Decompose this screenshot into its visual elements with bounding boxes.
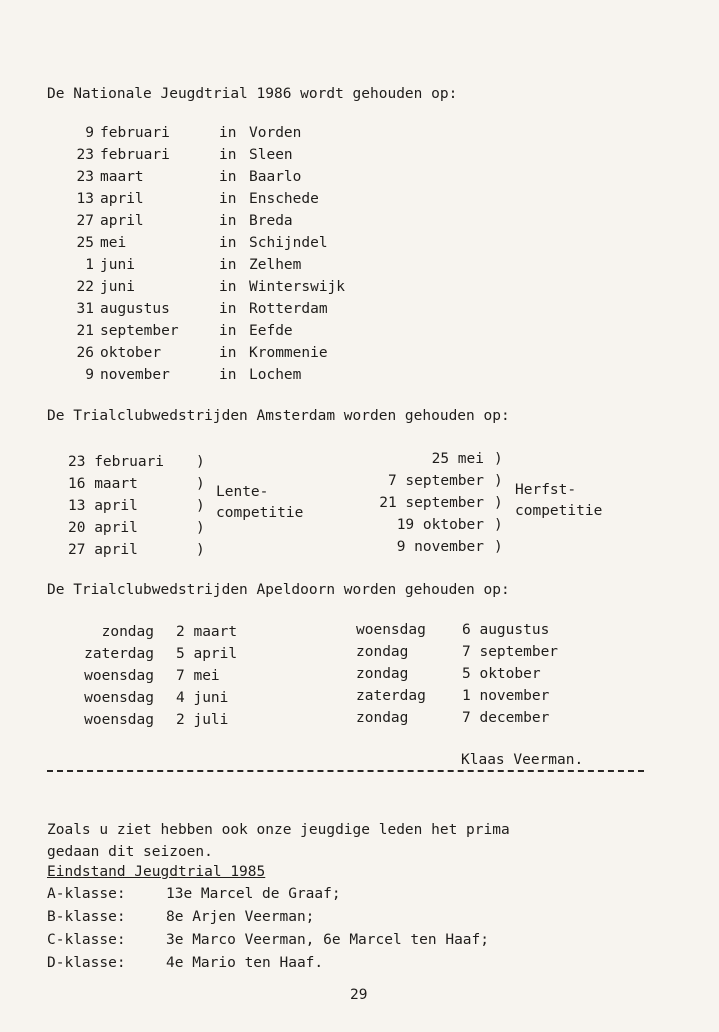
schedule-in: in <box>219 235 237 251</box>
weekday: woensdag <box>84 712 154 728</box>
schedule-in: in <box>219 345 237 361</box>
class-result: 13e Marcel de Graaf; <box>166 886 341 902</box>
schedule-place: Eefde <box>249 323 293 339</box>
schedule-place: Lochem <box>249 367 302 383</box>
schedule-in: in <box>219 323 237 339</box>
amsterdam-heading: De Trialclubwedstrijden Amsterdam worden gehouden op: <box>47 408 510 424</box>
schedule-in: in <box>219 125 237 141</box>
class-label: A-klasse: <box>47 886 126 902</box>
class-result: 4e Mario ten Haaf. <box>166 955 324 971</box>
date: 7 september <box>462 644 559 660</box>
autumn-date: 9 november <box>396 539 484 555</box>
autumn-label-2: competitie <box>515 503 603 519</box>
class-label: B-klasse: <box>47 909 126 925</box>
closing-line-2: gedaan dit seizoen. <box>47 844 213 860</box>
schedule-month: juni <box>100 279 135 295</box>
schedule-day: 26 <box>76 345 94 361</box>
signature: Klaas Veerman. <box>461 752 584 768</box>
spring-date: 23 februari <box>68 454 165 470</box>
schedule-place: Rotterdam <box>249 301 328 317</box>
apeldoorn-heading: De Trialclubwedstrijden Apeldoorn worden gehouden op: <box>47 582 510 598</box>
spring-label-1: Lente- <box>216 484 269 500</box>
date: 4 juni <box>176 690 229 706</box>
schedule-in: in <box>219 191 237 207</box>
schedule-place: Zelhem <box>249 257 302 273</box>
paren: ) <box>494 517 503 533</box>
weekday: woensdag <box>84 668 154 684</box>
paren: ) <box>196 476 205 492</box>
schedule-day: 31 <box>76 301 94 317</box>
schedule-month: juni <box>100 257 135 273</box>
schedule-place: Vorden <box>249 125 302 141</box>
class-label: C-klasse: <box>47 932 126 948</box>
schedule-place: Enschede <box>249 191 319 207</box>
divider <box>47 770 644 772</box>
schedule-month: maart <box>100 169 144 185</box>
schedule-day: 27 <box>76 213 94 229</box>
date: 5 oktober <box>462 666 541 682</box>
spring-label-2: competitie <box>216 505 304 521</box>
schedule-place: Krommenie <box>249 345 328 361</box>
schedule-day: 23 <box>76 169 94 185</box>
schedule-in: in <box>219 213 237 229</box>
schedule-in: in <box>219 279 237 295</box>
schedule-month: februari <box>100 147 170 163</box>
weekday: woensdag <box>84 690 154 706</box>
schedule-in: in <box>219 301 237 317</box>
date: 6 augustus <box>462 622 550 638</box>
spring-date: 27 april <box>68 542 138 558</box>
schedule-month: augustus <box>100 301 170 317</box>
schedule-place: Schijndel <box>249 235 328 251</box>
schedule-month: mei <box>100 235 127 251</box>
schedule-month: april <box>100 191 144 207</box>
schedule-place: Winterswijk <box>249 279 346 295</box>
schedule-in: in <box>219 147 237 163</box>
paren: ) <box>196 542 205 558</box>
autumn-date: 7 september <box>387 473 484 489</box>
date: 7 mei <box>176 668 220 684</box>
schedule-month: februari <box>100 125 170 141</box>
weekday: zaterdag <box>356 688 426 704</box>
class-result: 8e Arjen Veerman; <box>166 909 315 925</box>
weekday: zondag <box>356 710 409 726</box>
nationale-heading: De Nationale Jeugdtrial 1986 wordt gehouden op: <box>47 86 458 102</box>
schedule-month: september <box>100 323 179 339</box>
weekday: zondag <box>101 624 154 640</box>
schedule-day: 22 <box>76 279 94 295</box>
weekday: zondag <box>356 666 409 682</box>
schedule-in: in <box>219 169 237 185</box>
paren: ) <box>196 498 205 514</box>
date: 5 april <box>176 646 238 662</box>
standings-title: Eindstand Jeugdtrial 1985 <box>47 864 266 880</box>
schedule-place: Baarlo <box>249 169 302 185</box>
weekday: zaterdag <box>84 646 154 662</box>
paren: ) <box>494 539 503 555</box>
schedule-place: Sleen <box>249 147 293 163</box>
schedule-in: in <box>219 257 237 273</box>
page-number: 29 <box>350 987 368 1003</box>
schedule-in: in <box>219 367 237 383</box>
paren: ) <box>196 520 205 536</box>
paren: ) <box>196 454 205 470</box>
schedule-day: 9 <box>85 367 94 383</box>
date: 1 november <box>462 688 550 704</box>
paren: ) <box>494 495 503 511</box>
schedule-day: 1 <box>85 257 94 273</box>
schedule-month: november <box>100 367 170 383</box>
autumn-label-1: Herfst- <box>515 482 577 498</box>
closing-line-1: Zoals u ziet hebben ook onze jeugdige leden het prima <box>47 822 510 838</box>
class-label: D-klasse: <box>47 955 126 971</box>
schedule-day: 25 <box>76 235 94 251</box>
autumn-date: 19 oktober <box>396 517 484 533</box>
schedule-month: oktober <box>100 345 162 361</box>
autumn-date: 21 september <box>379 495 484 511</box>
schedule-day: 13 <box>76 191 94 207</box>
schedule-day: 21 <box>76 323 94 339</box>
schedule-day: 23 <box>76 147 94 163</box>
spring-date: 20 april <box>68 520 138 536</box>
weekday: woensdag <box>356 622 426 638</box>
spring-date: 16 maart <box>68 476 138 492</box>
class-result: 3e Marco Veerman, 6e Marcel ten Haaf; <box>166 932 490 948</box>
paren: ) <box>494 451 503 467</box>
weekday: zondag <box>356 644 409 660</box>
autumn-date: 25 mei <box>431 451 484 467</box>
date: 7 december <box>462 710 550 726</box>
schedule-month: april <box>100 213 144 229</box>
schedule-place: Breda <box>249 213 293 229</box>
paren: ) <box>494 473 503 489</box>
date: 2 juli <box>176 712 229 728</box>
spring-date: 13 april <box>68 498 138 514</box>
schedule-day: 9 <box>85 125 94 141</box>
date: 2 maart <box>176 624 238 640</box>
